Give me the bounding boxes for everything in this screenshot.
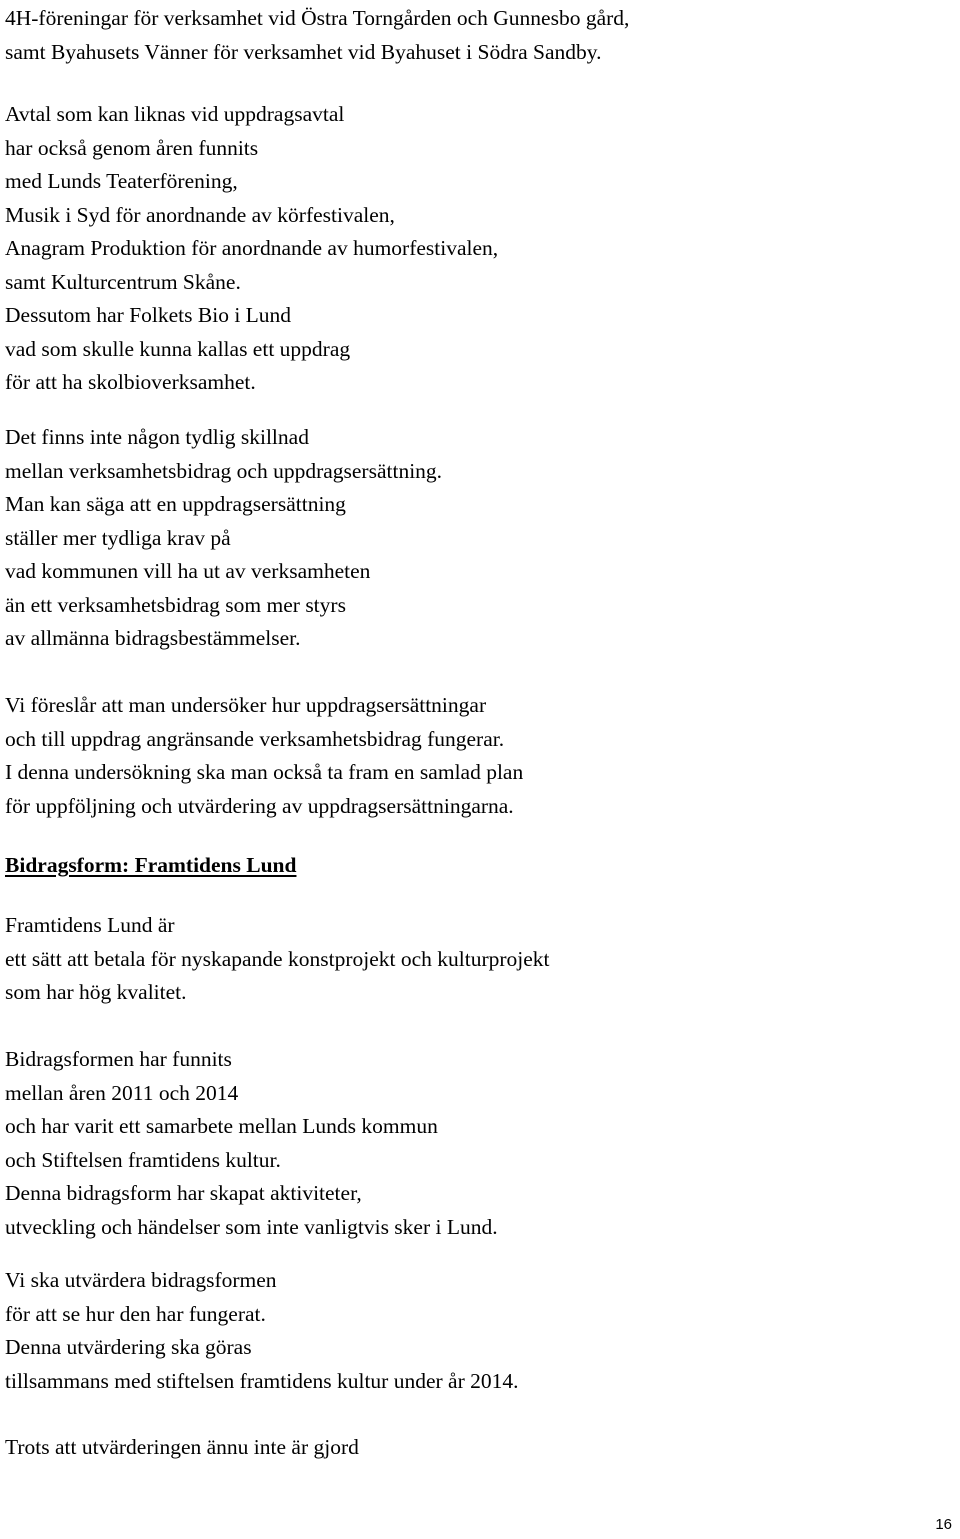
text-line: och har varit ett samarbete mellan Lunds kommun: [5, 1114, 438, 1138]
paragraph-history: [5, 1043, 498, 1244]
text-line: Vi ska utvärdera bidragsformen: [5, 1268, 277, 1292]
text-line: Vi föreslår att man undersöker hur uppdragsersättningar: [5, 693, 487, 717]
text-line: med Lunds Teaterförening,: [5, 169, 238, 193]
paragraph-associations: [5, 2, 629, 69]
paragraph-difference: [5, 421, 442, 656]
text-line: ett sätt att betala för nyskapande konstprojekt och kulturprojekt: [5, 946, 550, 971]
text-line: Det finns inte någon tydlig skillnad: [5, 425, 309, 449]
text-line: utveckling och händelser som inte vanligtvis sker i Lund.: [5, 1214, 498, 1239]
text-line: vad som skulle kunna kallas ett uppdrag: [5, 336, 351, 361]
text-line: mellan åren 2011 och 2014: [5, 1080, 239, 1105]
text-line: för att se hur den har fungerat.: [5, 1301, 266, 1326]
text-line: för att ha skolbioverksamhet.: [5, 370, 256, 394]
text-line: Denna utvärdering ska göras: [5, 1335, 252, 1359]
text-line: Denna bidragsform har skapat aktiviteter,: [5, 1181, 362, 1205]
text-line: har också genom åren funnits: [5, 135, 259, 160]
text-line: Avtal som kan liknas vid uppdragsavtal: [5, 102, 345, 126]
text-line: Musik i Syd för anordnande av körfestivalen,: [5, 202, 395, 227]
paragraph-framtidens-lund: [5, 909, 550, 1010]
text-line: tillsammans med stiftelsen framtidens kultur under år 2014.: [5, 1368, 519, 1393]
text-line: av allmänna bidragsbestämmelser.: [5, 626, 301, 650]
text-line: mellan verksamhetsbidrag och uppdragsersättning.: [5, 458, 443, 483]
text-line: ställer mer tydliga krav på: [5, 525, 231, 550]
text-line: samt Kulturcentrum Skåne.: [5, 269, 241, 294]
paragraph-proposal: [5, 689, 523, 823]
text-line: och till uppdrag angränsande verksamhetsbidrag fungerar.: [5, 726, 505, 751]
page-number: 16: [935, 1516, 952, 1533]
text-line: samt Byahusets Vänner för verksamhet vid Byahuset i Södra Sandby.: [5, 39, 602, 64]
paragraph-agreements: [5, 98, 498, 400]
text-line: Bidragsformen har funnits: [5, 1047, 232, 1071]
text-line: 4H-föreningar för verksamhet vid Östra Torngården och Gunnesbo gård,: [5, 6, 630, 30]
text-line: än ett verksamhetsbidrag som mer styrs: [5, 592, 346, 617]
text-line: Framtidens Lund är: [5, 913, 175, 937]
section-heading: [5, 849, 296, 883]
paragraph-trailing: [5, 1431, 359, 1465]
text-line: Man kan säga att en uppdragsersättning: [5, 492, 346, 516]
text-line: och Stiftelsen framtidens kultur.: [5, 1147, 281, 1172]
text-line: vad kommunen vill ha ut av verksamheten: [5, 559, 371, 583]
text-line: I denna undersökning ska man också ta fram en samlad plan: [5, 760, 524, 784]
text-line: Trots att utvärderingen ännu inte är gjord: [5, 1435, 359, 1459]
text-line: Anagram Produktion för anordnande av humorfestivalen,: [5, 236, 499, 260]
text-line: Dessutom har Folkets Bio i Lund: [5, 303, 292, 327]
text-line: för uppföljning och utvärdering av uppdragsersättningarna.: [5, 793, 514, 818]
text-line: som har hög kvalitet.: [5, 980, 187, 1004]
paragraph-evaluation: [5, 1264, 519, 1398]
heading-bidragsform: Bidragsform: Framtidens Lund: [5, 853, 297, 877]
